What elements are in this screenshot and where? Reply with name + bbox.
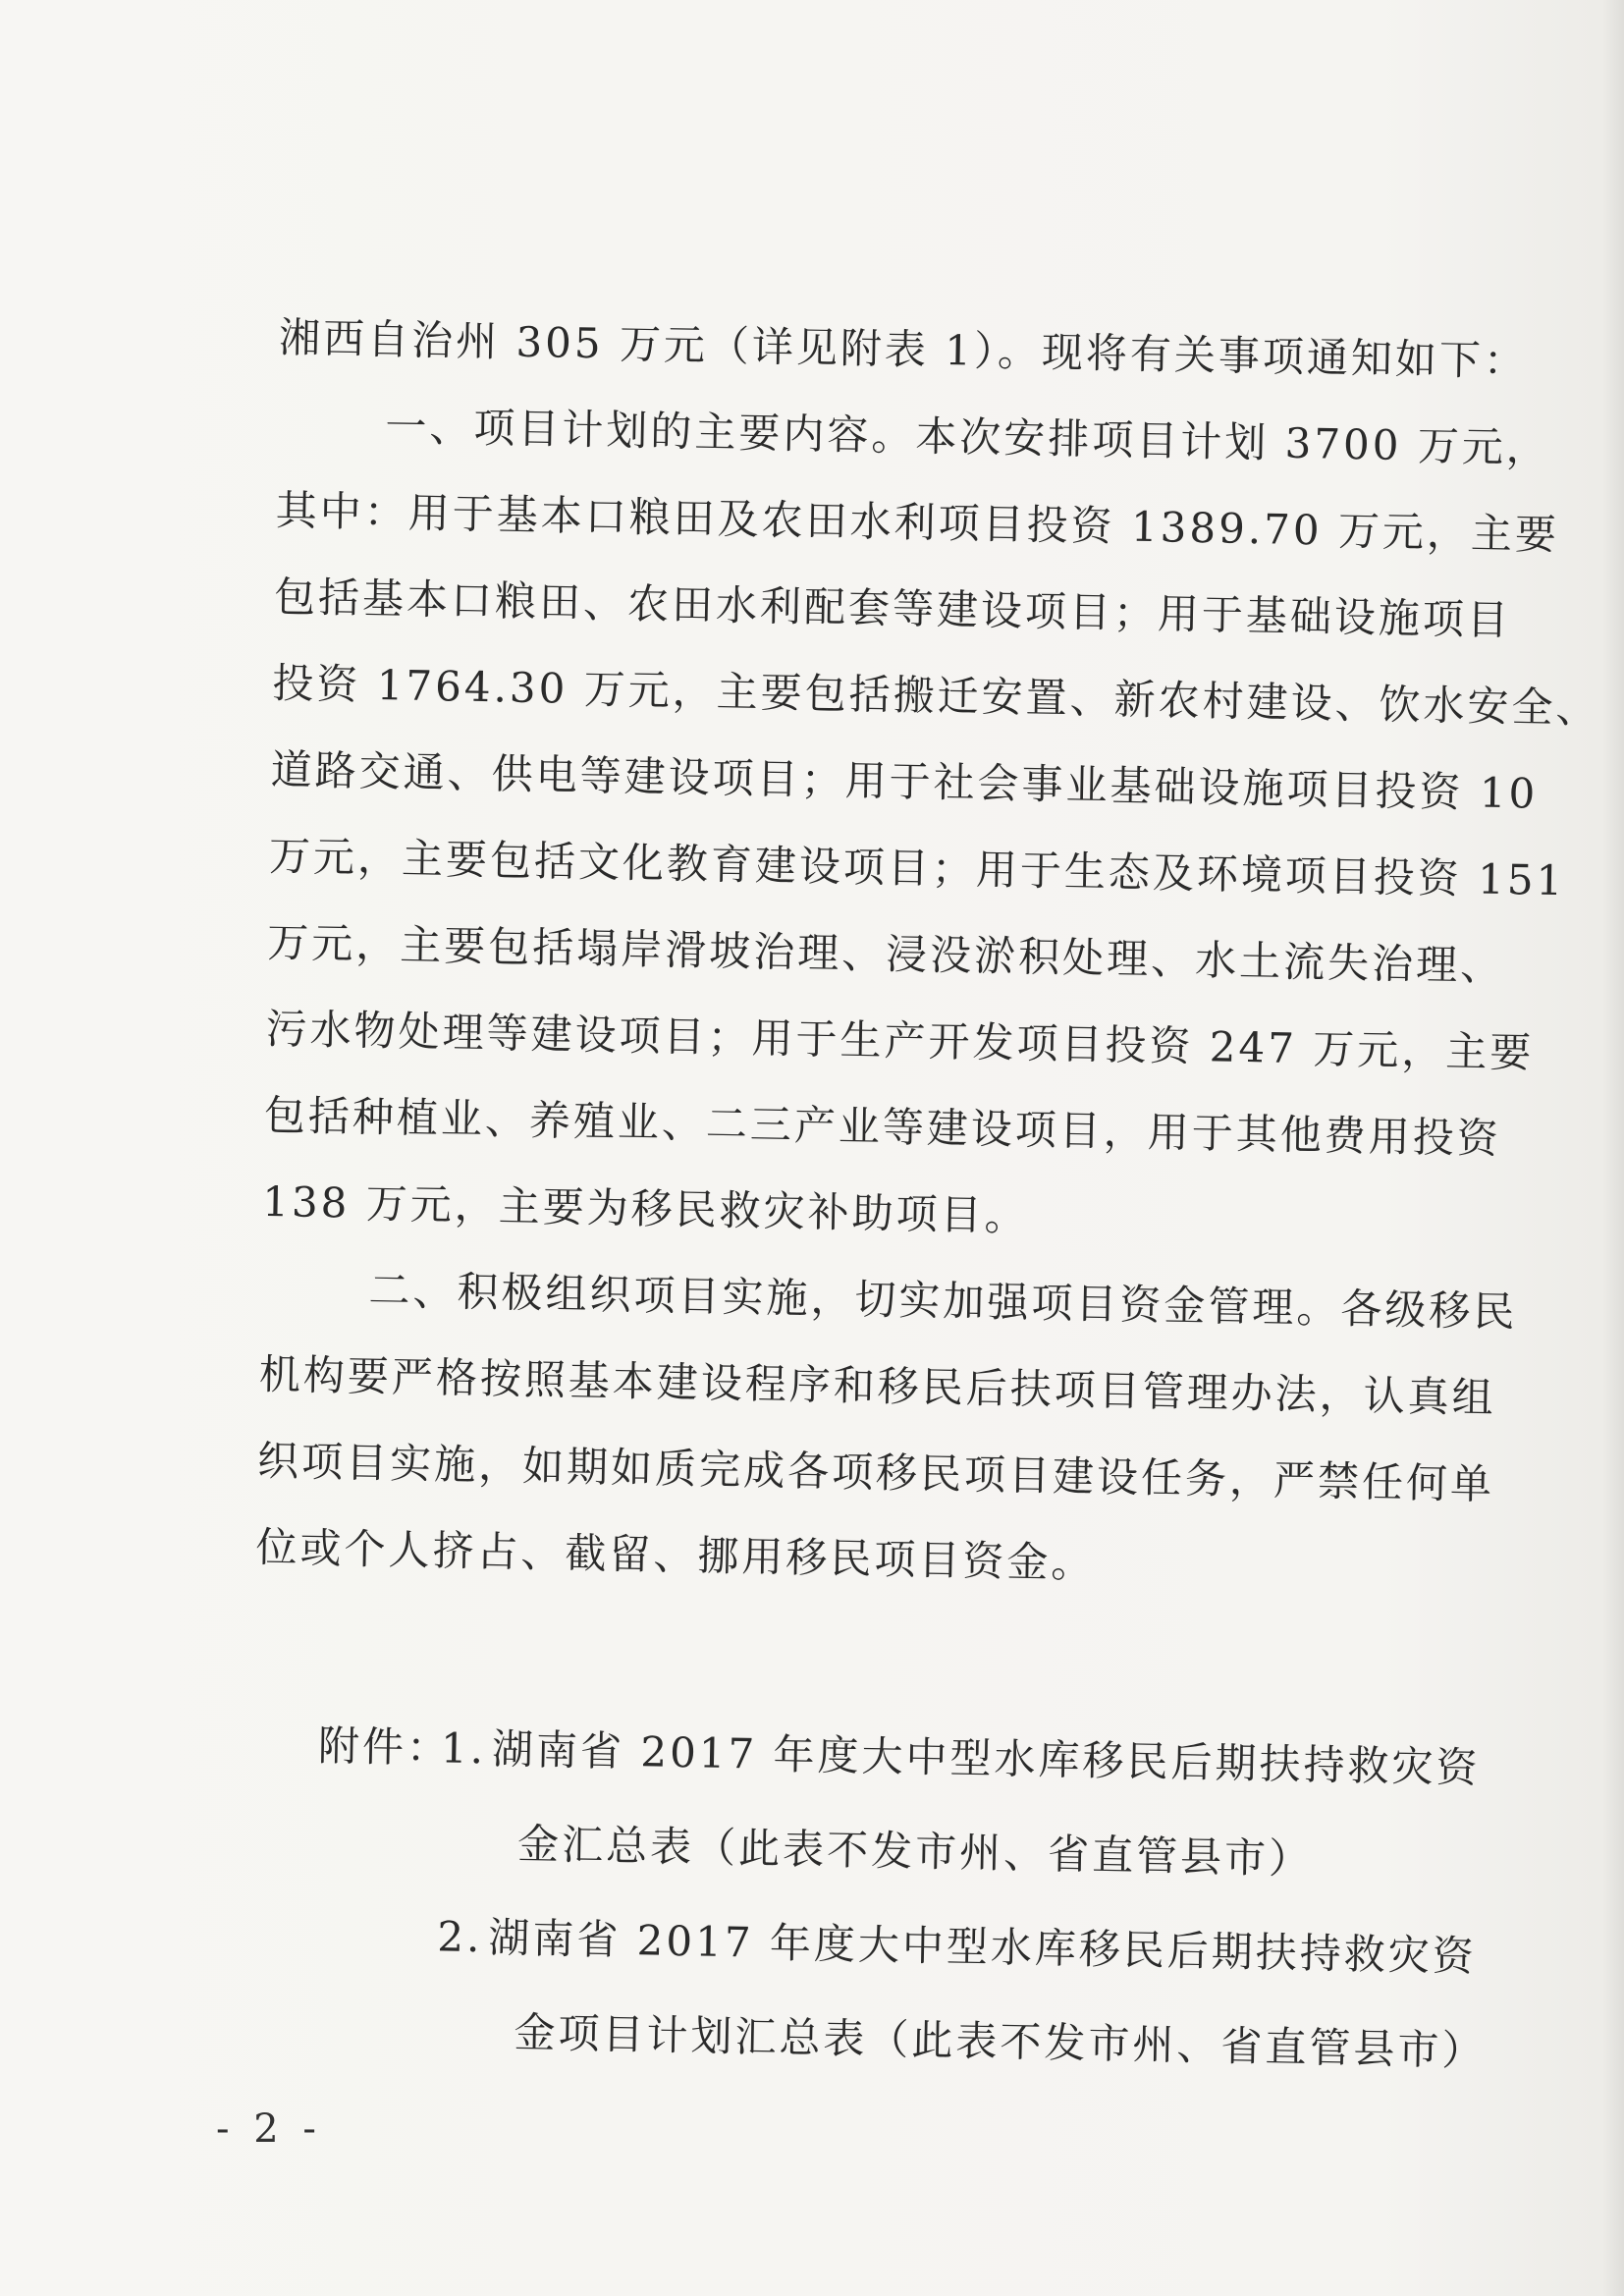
attachments-label: 附件： <box>317 1721 452 1773</box>
body-line: 万元，主要包括塌岸滑坡治理、浸没淤积处理、水土流失治理、 <box>266 917 1505 991</box>
section-two-heading-line: 二、积极组织项目实施，切实加强项目资金管理。各级移民 <box>368 1265 1518 1337</box>
attachment-number: 2. <box>436 1912 483 1962</box>
body-line: 机构要严格按照基本建设程序和移民后扶项目管理办法，认真组 <box>258 1349 1497 1422</box>
attachment-title-line: 湖南省 2017 年度大中型水库移民后期扶持救灾资 <box>487 1913 1478 1981</box>
page-number: - 2 - <box>216 2106 322 2152</box>
body-line: 包括基本口粮田、农田水利配套等建设项目；用于基础设施项目 <box>273 572 1512 645</box>
section-one-heading-line: 一、项目计划的主要内容。本次安排项目计划 3700 万元， <box>384 402 1551 472</box>
body-line: 包括种植业、养殖业、二三产业等建设项目，用于其他费用投资 <box>263 1090 1502 1164</box>
body-line: 道路交通、供电等建设项目；用于社会事业基础设施项目投资 10 <box>270 744 1539 818</box>
attachments-list <box>312 1699 1497 2099</box>
document-body <box>255 295 1601 1614</box>
body-line: 湘西自治州 305 万元（详见附表 1）。现将有关事项通知如下： <box>278 312 1529 386</box>
body-line: 织项目实施，如期如质完成各项移民项目建设任务，严禁任何单 <box>256 1436 1495 1508</box>
body-line: 138 万元，主要为移民救灾补助项目。 <box>261 1176 1030 1240</box>
body-line: 污水物处理等建设项目；用于生产开发项目投资 247 万元，主要 <box>265 1004 1535 1077</box>
body-line: 万元，主要包括文化教育建设项目；用于生态及环境项目投资 151 <box>268 831 1566 905</box>
attachment-number: 1. <box>440 1723 487 1774</box>
body-line: 其中：用于基本口粮田及农田水利项目投资 1389.70 万元，主要 <box>275 485 1560 560</box>
page-edge-shadow <box>1602 0 1624 2296</box>
attachment-title-continuation: 金汇总表（此表不发市州、省直管县市） <box>516 1819 1314 1884</box>
attachment-title-line: 湖南省 2017 年度大中型水库移民后期扶持救灾资 <box>491 1724 1481 1792</box>
attachment-title-continuation: 金项目计划汇总表（此表不发市州、省直管县市） <box>514 2007 1487 2075</box>
body-line: 投资 1764.30 万元，主要包括搬迁安置、新农村建设、饮水安全、 <box>271 658 1601 733</box>
body-line: 位或个人挤占、截留、挪用移民项目资金。 <box>255 1522 1096 1588</box>
